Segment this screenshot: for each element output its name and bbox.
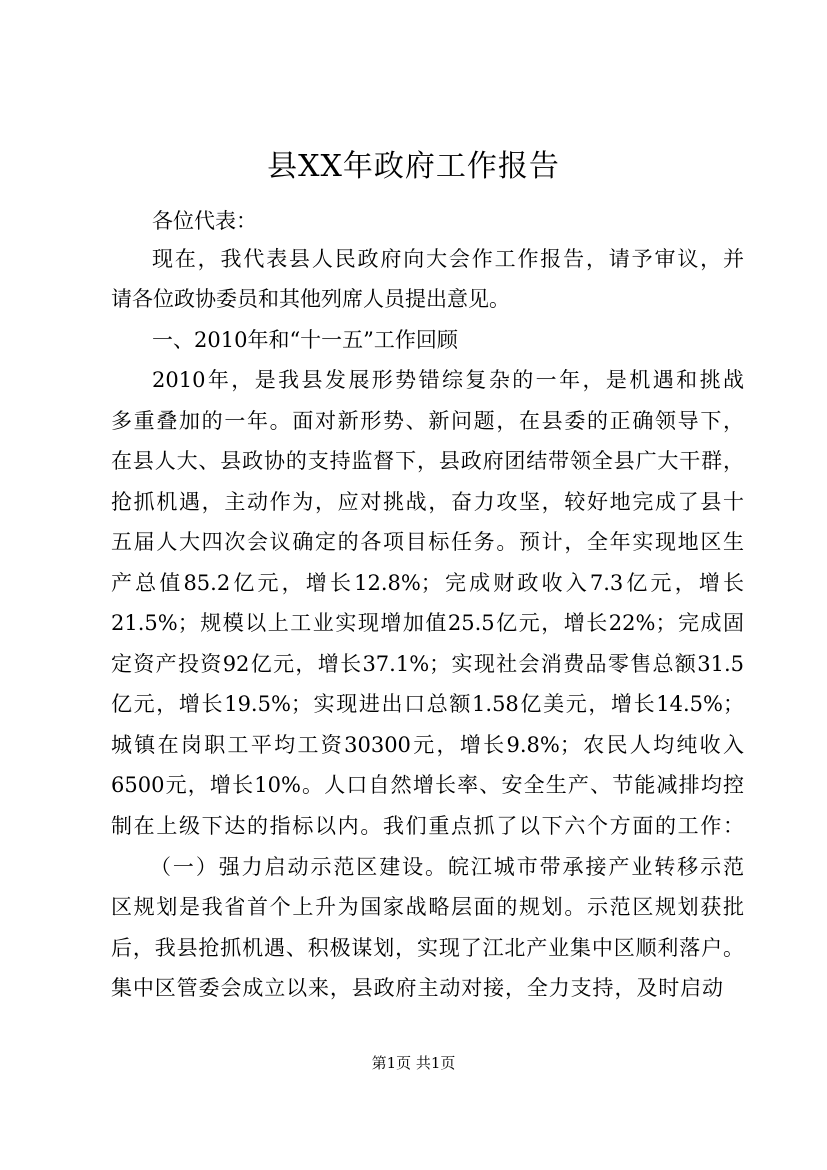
paragraph-line: 五届人大四次会议确定的各项目标任务。预计，全年实现地区生 [111, 530, 744, 554]
paragraph-line: 6500元，增长10%。人口自然增长率、安全生产、节能减排均控 [111, 773, 744, 797]
paragraph-line: （一）强力启动示范区建设。皖江城市带承接产业转移示范 [150, 855, 744, 879]
paragraph-line: 制在上级下达的指标以内。我们重点抓了以下六个方面的工作： [111, 814, 744, 838]
salutation: 各位代表： [152, 209, 257, 233]
paragraph-line: 抢抓机遇，主动作为，应对挑战，奋力攻坚，较好地完成了县十 [111, 490, 744, 514]
document-title: 县XX年政府工作报告 [267, 149, 560, 184]
paragraph-line: 在县人大、县政协的支持监督下，县政府团结带领全县广大干群， [111, 449, 744, 473]
section-heading: 一、2010年和“十一五”工作回顾 [152, 328, 458, 352]
paragraph-line: 定资产投资92亿元，增长37.1%；实现社会消费品零售总额31.5 [111, 652, 744, 676]
paragraph-line: 区规划是我省首个上升为国家战略层面的规划。示范区规划获批 [111, 895, 744, 919]
paragraph-line: 多重叠加的一年。面对新形势、新问题，在县委的正确领导下， [111, 409, 744, 433]
paragraph-line: 2010年，是我县发展形势错综复杂的一年，是机遇和挑战 [152, 368, 744, 392]
paragraph-line: 现在，我代表县人民政府向大会作工作报告，请予审议，并 [152, 247, 744, 271]
paragraph-line: 亿元，增长19.5%；实现进出口总额1.58亿美元，增长14.5%； [111, 692, 744, 716]
paragraph-line: 后，我县抢抓机遇、积极谋划，实现了江北产业集中区顺利落户。 [111, 936, 744, 960]
paragraph-line: 产总值85.2亿元，增长12.8%；完成财政收入7.3亿元，增长 [111, 571, 744, 595]
paragraph-line: 21.5%；规模以上工业实现增加值25.5亿元，增长22%；完成固 [111, 611, 744, 635]
paragraph-line: 请各位政协委员和其他列席人员提出意见。 [111, 287, 510, 311]
page-footer: 第1页 共1页 [371, 1054, 456, 1072]
paragraph-line: 集中区管委会成立以来，县政府主动对接，全力支持，及时启动 [111, 976, 723, 1000]
paragraph-line: 城镇在岗职工平均工资30300元，增长9.8%；农民人均纯收入 [111, 733, 744, 757]
